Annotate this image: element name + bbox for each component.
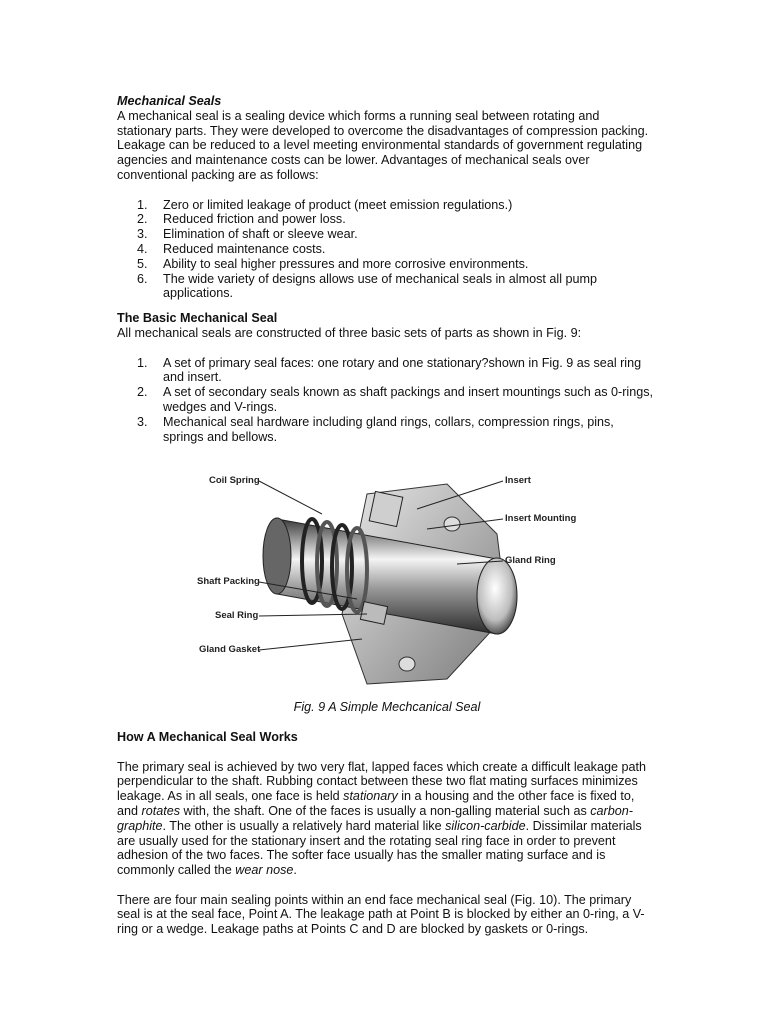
how-it-works-paragraph: The primary seal is achieved by two very flat, lapped faces which create a difficult leakage path perpendicular to the shaft. Rubbing contact between these two flat mating surfaces minimizes leakage. As in all seals, one face is held stationary in a housing and the other face is fixed to, and rotates with, the shaft. One of the faces is usually a non-galling material such as carbon-graphite. The other is usually a relatively hard material like silicon-carbide. Dissimilar materials are usually used for the stationary insert and the rotating seal ring face in order to prevent adhesion of the two faces. The softer face usually has the smaller mating surface and is commonly called the wear nose. bbox=[117, 759, 646, 878]
heading-mechanical-seals: Mechanical Seals bbox=[117, 94, 222, 108]
advantages-list bbox=[117, 198, 657, 302]
seal-figure bbox=[117, 464, 657, 694]
label-insert: Insert bbox=[505, 475, 531, 487]
intro-paragraph: A mechanical seal is a sealing device which forms a running seal between rotating and stationary parts. They were developed to overcome the disadvantages of compression packing. Leakage can be reduced to a level meeting environmental standards of government regulating agencies and maintenance costs can be lower. Advantages of mechanical seals over conventional packing are as follows: bbox=[117, 108, 649, 182]
parts-list bbox=[117, 356, 657, 445]
list-item: 1. Zero or limited leakage of product (meet emission regulations.) bbox=[137, 197, 513, 212]
sealing-points-paragraph: There are four main sealing points within an end face mechanical seal (Fig. 10). The primary seal is at the seal face, Point A. The leakage path at Point B is blocked by either an 0-ring, a V-ring or a wedge. Leakage paths at Points C and D are blocked by gaskets or 0-rings. bbox=[117, 892, 645, 937]
shaft-end-face bbox=[477, 558, 517, 634]
list-item: 3. Mechanical seal hardware including gland rings, collars, compression rings, pins, springs and bellows. bbox=[137, 414, 614, 444]
document-page bbox=[117, 94, 657, 937]
insert-block bbox=[369, 492, 403, 527]
list-item: 6. The wide variety of designs allows use of mechanical seals in almost all pump applications. bbox=[137, 271, 597, 301]
gland-bolt-bottom bbox=[399, 657, 415, 671]
heading-how-it-works: How A Mechanical Seal Works bbox=[117, 729, 298, 744]
label-insert-mounting: Insert Mounting bbox=[505, 513, 577, 525]
heading-basic-mechanical-seal: The Basic Mechanical Seal bbox=[117, 311, 278, 326]
label-gland-gasket: Gland Gasket bbox=[199, 644, 261, 656]
gland-bolt-top bbox=[444, 517, 460, 531]
list-item: 2. A set of secondary seals known as shaft packings and insert mountings such as 0-rings, wedges and V-rings. bbox=[137, 385, 654, 414]
list-item: 3. Elimination of shaft or sleeve wear. bbox=[137, 227, 358, 242]
label-coil-spring: Coil Spring bbox=[209, 475, 260, 487]
list-item: 2. Reduced friction and power loss. bbox=[137, 212, 346, 227]
label-gland-ring: Gland Ring bbox=[505, 555, 556, 567]
list-item: 1. A set of primary seal faces: one rotary and one stationary?shown in Fig. 9 as seal ring and insert. bbox=[137, 355, 642, 385]
figure-caption: Fig. 9 A Simple Mechcanical Seal bbox=[293, 700, 481, 715]
list-item: 5. Ability to seal higher pressures and more corrosive environments. bbox=[137, 256, 529, 271]
list-item: 4. Reduced maintenance costs. bbox=[137, 241, 326, 256]
basic-paragraph: All mechanical seals are constructed of three basic sets of parts as shown in Fig. 9: bbox=[117, 325, 582, 340]
label-shaft-packing: Shaft Packing bbox=[197, 576, 260, 588]
shaft-left-end bbox=[263, 518, 291, 594]
label-seal-ring: Seal Ring bbox=[215, 610, 259, 622]
